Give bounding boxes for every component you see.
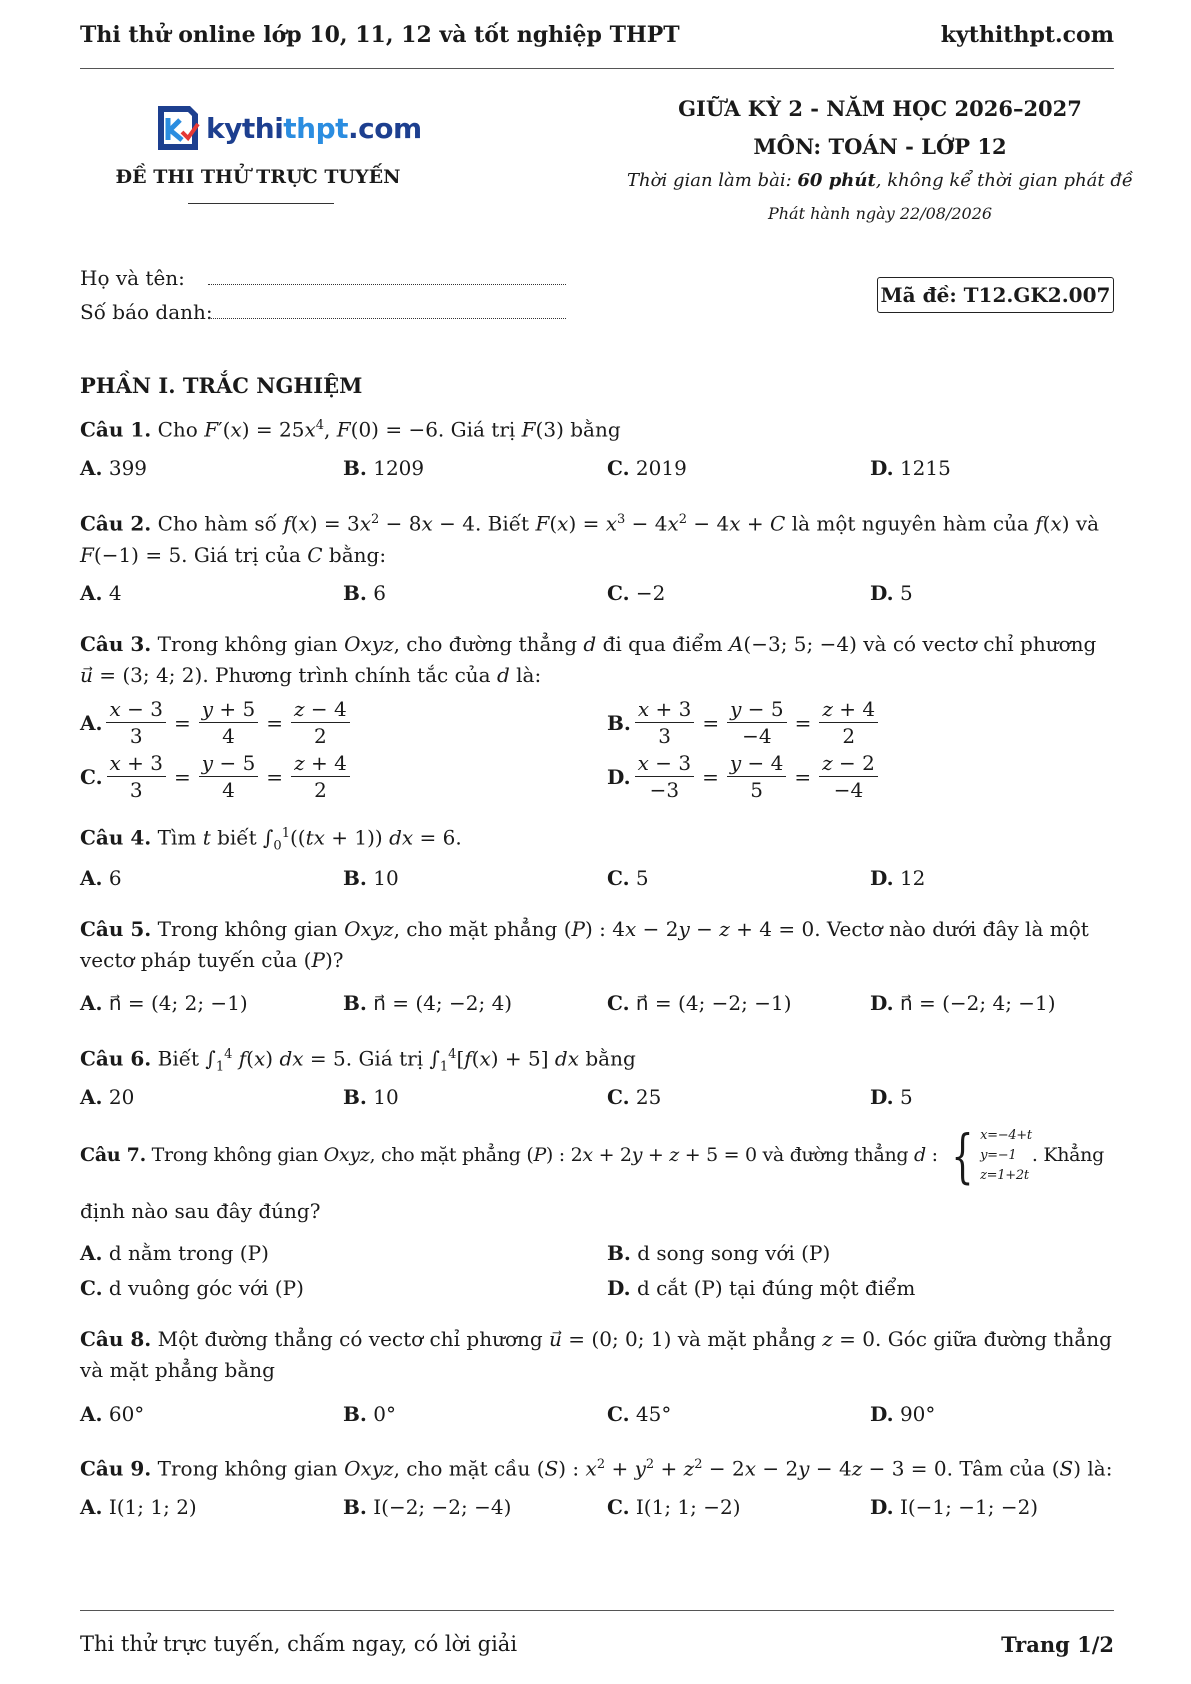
q6-option-a[interactable]: A. 20	[80, 1085, 135, 1109]
q3-option-c[interactable]: C. $\frac{x + 3}{3}$ = $\frac{y - 5}{4}$ = $\frac{z + 4}{2}$	[80, 750, 354, 803]
question-7-cont: định nào sau đây đúng?	[80, 1199, 321, 1223]
q6-option-c[interactable]: C. 25	[607, 1085, 662, 1109]
q5-option-a[interactable]: A. n⃗ = (4; 2; −1)	[80, 991, 248, 1015]
exam-code-box: Mã đề: T12.GK2.007	[877, 277, 1114, 313]
exam-subject: MÔN: TOÁN - LỚP 12	[753, 134, 1007, 159]
q9-option-a[interactable]: A. I(1; 1; 2)	[80, 1495, 197, 1519]
name-label: Họ và tên:	[80, 266, 185, 290]
question-4: Câu 4. Tìm t biết $\int_0^1((tx + 1))$ dx = 6.	[80, 825, 462, 854]
q9-option-d[interactable]: D. I(−1; −1; −2)	[870, 1495, 1039, 1519]
q7-option-a[interactable]: A. d nằm trong (P)	[80, 1241, 269, 1265]
q9-option-c[interactable]: C. I(1; 1; −2)	[607, 1495, 741, 1519]
q5-option-d[interactable]: D. n⃗ = (−2; 4; −1)	[870, 991, 1056, 1015]
q8-option-c[interactable]: C. 45°	[607, 1402, 672, 1426]
q6-option-d[interactable]: D. 5	[870, 1085, 913, 1109]
question-7: Câu 7. Trong không gian Oxyz, cho mặt phẳng (P) : 2x + 2y + z + 5 = 0 và đường thẳng d : { x=−4+t y=−1 z=1+2t . Khẳng	[80, 1122, 1104, 1190]
q8-option-b[interactable]: B. 0°	[343, 1402, 396, 1426]
question-9: Câu 9. Trong không gian Oxyz, cho mặt cầu (S) : $x^2 + y^2 + z^2 - 2x - 2y - 4z - 3 = 0$. Tâm của (S) là:	[80, 1456, 1113, 1481]
q4-option-c[interactable]: C. 5	[607, 866, 649, 890]
subtitle-underline	[188, 203, 334, 204]
name-field[interactable]	[208, 284, 566, 285]
question-2: Câu 2. Cho hàm số $f(x) = 3x^2 - 8x - 4$. Biết $F(x) = x^3 - 4x^2 - 4x + C$ là một nguyên hàm của f(x) và F(−1) = 5. Giá trị của C bằng:	[80, 511, 1100, 567]
q3-option-d[interactable]: D. $\frac{x - 3}{-3}$ = $\frac{y - 4}{5}$ = $\frac{z - 2}{-4}$	[607, 750, 882, 803]
q2-option-d[interactable]: D. 5	[870, 581, 913, 605]
q2-option-a[interactable]: A. 4	[80, 581, 122, 605]
header-rule	[80, 68, 1114, 69]
section-title: PHẦN I. TRẮC NGHIỆM	[80, 373, 363, 398]
question-5: Câu 5. Trong không gian Oxyz, cho mặt phẳng (P) : 4x − 2y − z + 4 = 0. Vectơ nào dưới đây là một vectơ pháp tuyến của (P)?	[80, 917, 1089, 972]
q1-option-c[interactable]: C. 2019	[607, 456, 687, 480]
logo-subtitle: ĐỀ THI THỬ TRỰC TUYẾN	[115, 166, 401, 188]
exam-title: GIỮA KỲ 2 - NĂM HỌC 2026–2027	[678, 96, 1082, 121]
q4-option-a[interactable]: A. 6	[80, 866, 122, 890]
q7-option-b[interactable]: B. d song song với (P)	[607, 1241, 831, 1265]
id-label: Số báo danh:	[80, 300, 213, 324]
logo-part1: kythi	[206, 111, 284, 145]
question-1: Câu 1. Cho $F'(x) = 25x^4$, F(0) = −6. Giá trị F(3) bằng	[80, 417, 621, 442]
q4-option-d[interactable]: D. 12	[870, 866, 926, 890]
question-8: Câu 8. Một đường thẳng có vectơ chỉ phương u⃗ = (0; 0; 1) và mặt phẳng z = 0. Góc giữa đường thẳng và mặt phẳng bằng	[80, 1327, 1112, 1382]
q4-option-b[interactable]: B. 10	[343, 866, 399, 890]
q2-option-c[interactable]: C. −2	[607, 581, 666, 605]
q6-option-b[interactable]: B. 10	[343, 1085, 399, 1109]
q3-option-a[interactable]: A. $\frac{x - 3}{3}$ = $\frac{y + 5}{4}$ = $\frac{z - 4}{2}$	[80, 696, 354, 749]
header-site: kythithpt.com	[940, 22, 1114, 48]
q5-option-b[interactable]: B. n⃗ = (4; −2; 4)	[343, 991, 513, 1015]
q9-option-b[interactable]: B. I(−2; −2; −4)	[343, 1495, 512, 1519]
exam-time: Thời gian làm bài: 60 phút, không kể thời gian phát đề	[627, 170, 1133, 191]
page-number: Trang 1/2	[1001, 1632, 1114, 1657]
exam-page	[80, 0, 1133, 1684]
q8-option-d[interactable]: D. 90°	[870, 1402, 936, 1426]
page-footer	[80, 1632, 1114, 1657]
q5-option-c[interactable]: C. n⃗ = (4; −2; −1)	[607, 991, 792, 1015]
question-6: Câu 6. Biết $\int_1^4$ f(x) dx = 5. Giá trị $\int_1^4[f(x) + 5]$ dx bằng	[80, 1046, 636, 1075]
q1-option-a[interactable]: A. 399	[80, 456, 148, 480]
footer-tagline: Thi thử trực tuyến, chấm ngay, có lời giải	[80, 1632, 518, 1656]
q2-option-b[interactable]: B. 6	[343, 581, 386, 605]
page-header	[80, 22, 1114, 48]
q8-option-a[interactable]: A. 60°	[80, 1402, 145, 1426]
site-logo	[152, 100, 422, 156]
q3-option-b[interactable]: B. $\frac{x + 3}{3}$ = $\frac{y - 5}{-4}$ = $\frac{z + 4}{2}$	[607, 696, 882, 749]
q1-option-b[interactable]: B. 1209	[343, 456, 425, 480]
logo-icon	[152, 102, 202, 154]
q1-option-d[interactable]: D. 1215	[870, 456, 951, 480]
q7-option-d[interactable]: D. d cắt (P) tại đúng một điểm	[607, 1276, 916, 1300]
exam-issued: Phát hành ngày 22/08/2026	[767, 204, 993, 223]
footer-rule	[80, 1610, 1114, 1611]
question-3: Câu 3. Trong không gian Oxyz, cho đường thẳng d đi qua điểm A(−3; 5; −4) và có vectơ chỉ phương u⃗ = (3; 4; 2). Phương trình chính tắc của d là:	[80, 632, 1097, 687]
line-system: { x=−4+t y=−1 z=1+2t	[950, 1122, 1032, 1190]
id-field[interactable]	[208, 318, 566, 319]
header-title: Thi thử online lớp 10, 11, 12 và tốt nghiệp THPT	[80, 22, 680, 48]
logo-part3: .com	[348, 111, 422, 145]
logo-part2: thpt	[283, 111, 349, 145]
q7-option-c[interactable]: C. d vuông góc với (P)	[80, 1276, 304, 1300]
